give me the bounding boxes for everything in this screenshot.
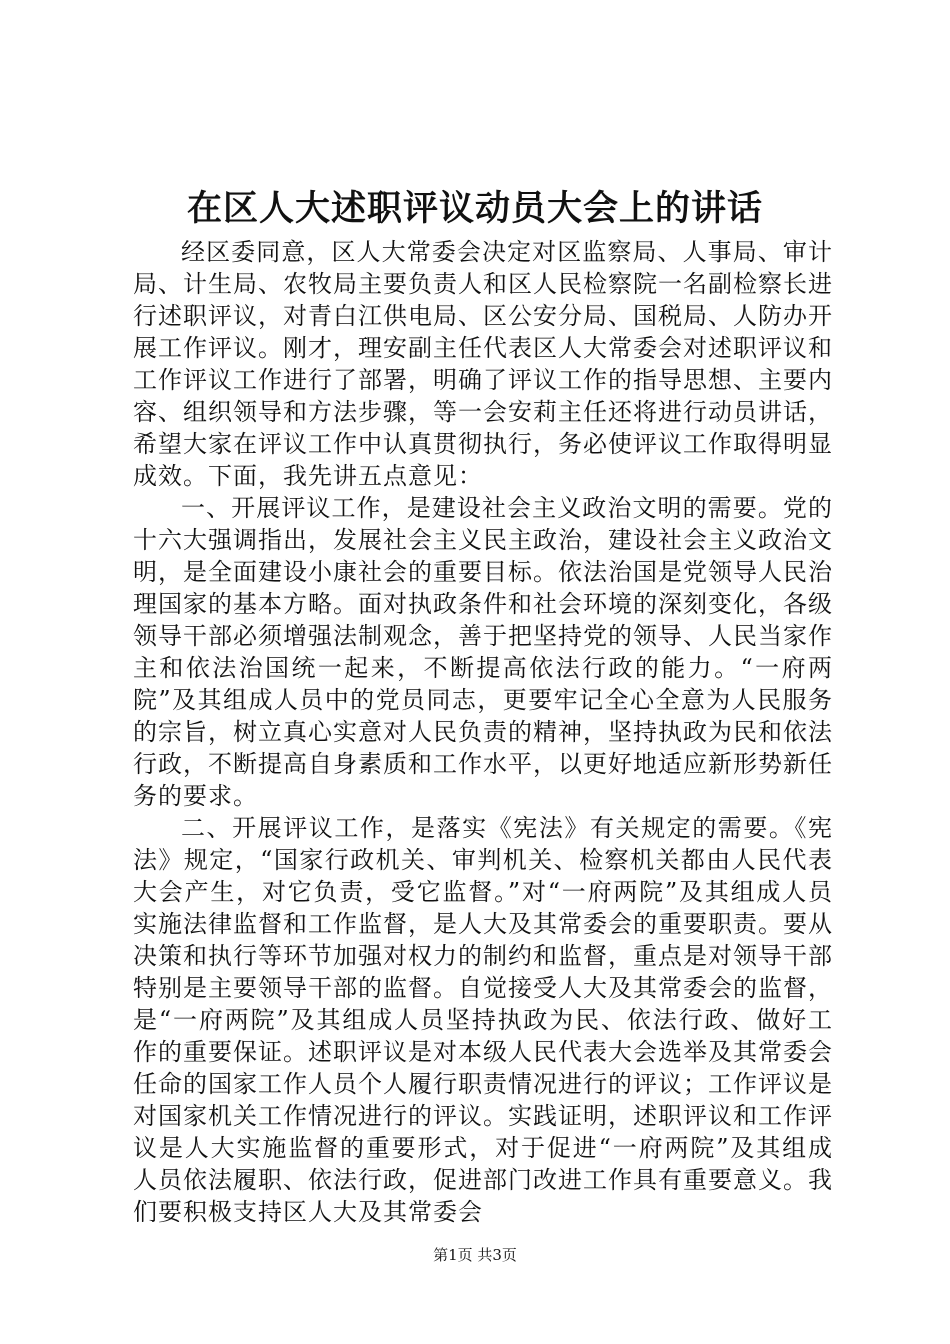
- page-number-footer: 第1页 共3页: [433, 1246, 517, 1264]
- document-title: 在区人大述职评议动员大会上的讲话: [186, 188, 763, 229]
- document-body: [133, 236, 833, 1228]
- paragraph-point-two: 二、开展评议工作，是落实《宪法》有关规定的需要。《宪法》规定，“国家行政机关、审判机关、检察机关都由人民代表大会产生，对它负责，受它监督。”对“一府两院”及其组成人员实施法律监督和工作监督，是人大及其常委会的重要职责。要从决策和执行等环节加强对权力的制约和监督，重点是对领导干部特别是主要领导干部的监督。自觉接受人大及其常委会的监督，是“一府两院”及其组成人员坚持执政为民、依法行政、做好工作的重要保证。述职评议是对本级人民代表大会选举及其常委会任命的国家工作人员个人履行职责情况进行的评议；工作评议是对国家机关工作情况进行的评议。实践证明，述职评议和工作评议是人大实施监督的重要形式，对于促进“一府两院”及其组成人员依法履职、依法行政，促进部门改进工作具有重要意义。我们要积极支持区人大及其常委会: [133, 814, 833, 1226]
- paragraph-intro: 经区委同意，区人大常委会决定对区监察局、人事局、审计局、计生局、农牧局主要负责人和区人民检察院一名副检察长进行述职评议，对青白江供电局、区公安分局、国税局、人防办开展工作评议。刚才，理安副主任代表区人大常委会对述职评议和工作评议工作进行了部署，明确了评议工作的指导思想、主要内容、组织领导和方法步骤，等一会安莉主任还将进行动员讲话，希望大家在评议工作中认真贯彻执行，务必使评议工作取得明显成效。下面，我先讲五点意见：: [133, 238, 833, 490]
- paragraph-point-one: 一、开展评议工作，是建设社会主义政治文明的需要。党的十六大强调指出，发展社会主义民主政治，建设社会主义政治文明，是全面建设小康社会的重要目标。依法治国是党领导人民治理国家的基本方略。面对执政条件和社会环境的深刻变化，各级领导干部必须增强法制观念，善于把坚持党的领导、人民当家作主和依法治国统一起来，不断提高依法行政的能力。“一府两院”及其组成人员中的党员同志，更要牢记全心全意为人民服务的宗旨，树立真心实意对人民负责的精神，坚持执政为民和依法行政，不断提高自身素质和工作水平，以更好地适应新形势新任务的要求。: [133, 494, 833, 810]
